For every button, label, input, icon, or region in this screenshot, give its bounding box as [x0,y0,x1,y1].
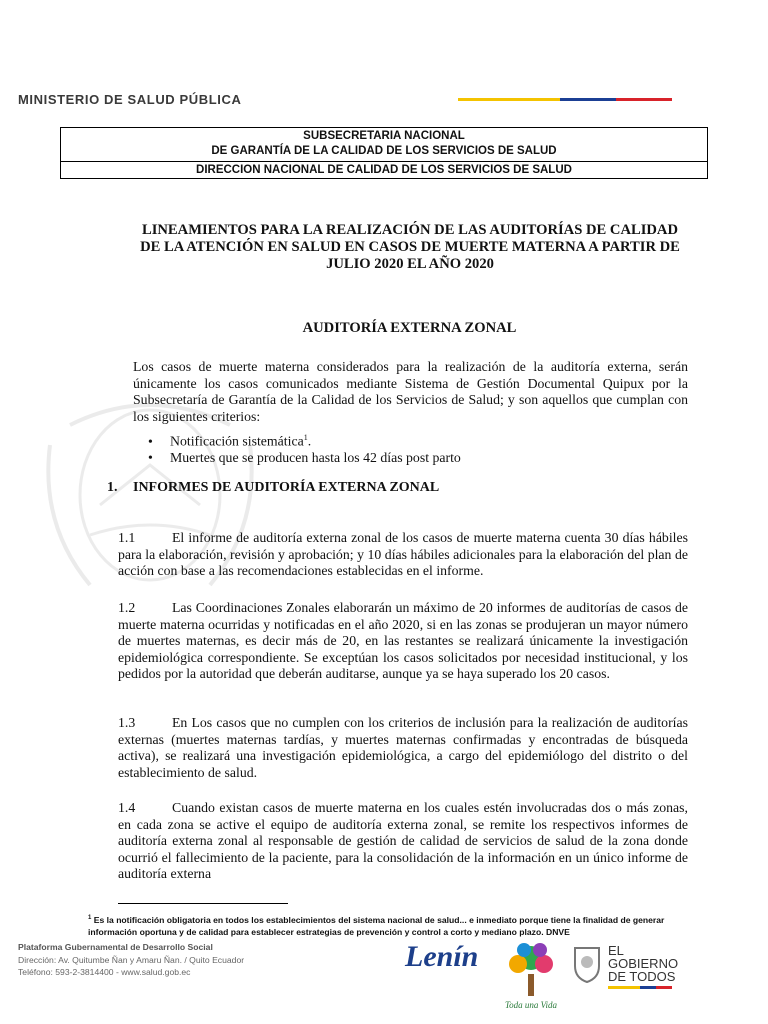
bullet-icon: • [148,450,153,465]
title-line-2: DE LA ATENCIÓN EN SALUD EN CASOS DE MUERTE MATERNA A PARTIR DE [140,239,680,255]
footer-address: Dirección: Av. Quitumbe Ñan y Amaru Ñan. / Quito Ecuador [18,955,245,965]
footnote-text: Es la notificación obligatoria en todos los establecimientos del sistema nacional de salud... e inmediato porque tiene la finalidad de generar información oportuna y de calidad para establecer estrategias de prevención y control a corto y mediano plazo. DNVE [88,914,665,937]
bullet-text: Notificación sistemática [170,433,304,449]
intro-paragraph: Los casos de muerte materna considerados para la realización de la auditoría externa, serán únicamente los casos comunicados mediante Sistema de Gestión Documental Quipux por la Subsecretaría de Garantía de la Calidad de los Servicios de Salud; y son aquellos que cumplan con los siguientes criterios: [133,359,688,424]
item-1-3 [118,715,688,781]
toda-una-vida-text: Toda una Vida [504,1000,558,1010]
title-line-3: JULIO 2020 EL AÑO 2020 [326,256,494,272]
shield-icon [572,944,602,984]
institution-line-3: DIRECCION NACIONAL DE CALIDAD DE LOS SERVICIOS DE SALUD [196,164,572,176]
footnote-mark: 1 [88,915,92,921]
item-text: En Los casos que no cumplen con los criterios de inclusión para la realización de auditorías externas (muertes maternas tardías, y muertes maternas confirmadas y encontradas de búsqueda activa), se realizará una investigación epidemiológica, a cargo del epidemiólogo del distrito o del establecimiento de salud. [118,715,688,780]
item-1-2 [118,600,688,683]
gob-line-2: GOBIERNO [608,956,679,971]
tree-of-life-logo [498,936,564,1012]
section-heading-text: INFORMES DE AUDITORÍA EXTERNA ZONAL [133,480,440,495]
section-heading [107,480,439,496]
footnote [88,912,688,938]
flag-stripe-yellow [458,98,560,101]
document-title [135,222,685,273]
item-text: El informe de auditoría externa zonal de los casos de muerte materna cuenta 30 días hábiles para la elaboración, revisión y aprobación; y 10 días hábiles adicionales para la elaboración del plan de acción con base a las recomendaciones establecidas en el informe. [118,530,688,578]
flag-stripe-blue [560,98,616,101]
lenin-logo: Lenín [405,940,479,973]
item-1-4 [118,800,688,883]
ministry-name: MINISTERIO DE SALUD PÚBLICA [18,92,242,107]
gob-line-1: EL [608,943,624,958]
institution-header-box [60,127,708,179]
footer-phone-web: Teléfono: 593-2-3814400 - www.salud.gob.ec [18,967,191,977]
institution-header-top [61,128,707,162]
item-1-1 [118,530,688,580]
section-number: 1. [107,480,118,495]
section-subtitle: AUDITORÍA EXTERNA ZONAL [302,320,517,336]
item-text: Cuando existan casos de muerte materna en los cuales estén involucradas dos o más zonas, en cada zona se active el equipo de auditoría externa zonal, se remite los respectivos informes de auditoría externa zonal al responsable de gestión de calidad de servicios de salud de la zona donde ocurrió el fallecimiento de la paciente, para la consolidación de la información en un único informe de auditoría externa [118,800,688,881]
item-number: 1.1 [118,530,136,545]
institution-line-2: DE GARANTÍA DE LA CALIDAD DE LOS SERVICIOS DE SALUD [211,145,557,157]
bullet-icon: • [148,433,153,449]
institution-line-1: SUBSECRETARIA NACIONAL [303,130,465,142]
item-number: 1.2 [118,600,136,615]
gobierno-text [608,944,678,983]
criteria-bullet-1 [148,433,311,450]
footnote-divider [118,903,288,904]
footer-platform: Plataforma Gubernamental de Desarrollo Social [18,942,213,952]
bullet-tail: . [307,433,312,449]
item-number: 1.3 [118,715,136,730]
gobierno-de-todos-logo [572,942,682,1002]
flag-stripe-red [616,98,672,101]
footnote-ref[interactable]: 1 [303,433,308,442]
bullet-text: Muertes que se producen hasta los 42 días post parto [170,450,461,465]
gob-line-3: DE TODOS [608,969,676,984]
title-line-1: LINEAMIENTOS PARA LA REALIZACIÓN DE LAS AUDITORÍAS DE CALIDAD [141,222,679,238]
criteria-bullet-2 [148,450,461,466]
item-number: 1.4 [118,800,136,815]
item-text: Las Coordinaciones Zonales elaborarán un máximo de 20 informes de auditorías de casos de muerte materna ocurridas y notificadas en el año 2020, si en las zonas se produjeran un mayor número de muertes maternas, es decir más de 20, en las restantes se realizará únicamente la investigación epidemiológica correspondiente. Se exceptúan los casos solicitados por necesidad institucional, y los pedidos por la autoridad que deberán auditarse, aunque ya se haya superado los 20 casos. [118,600,688,681]
gob-flag-stripe [608,986,672,989]
